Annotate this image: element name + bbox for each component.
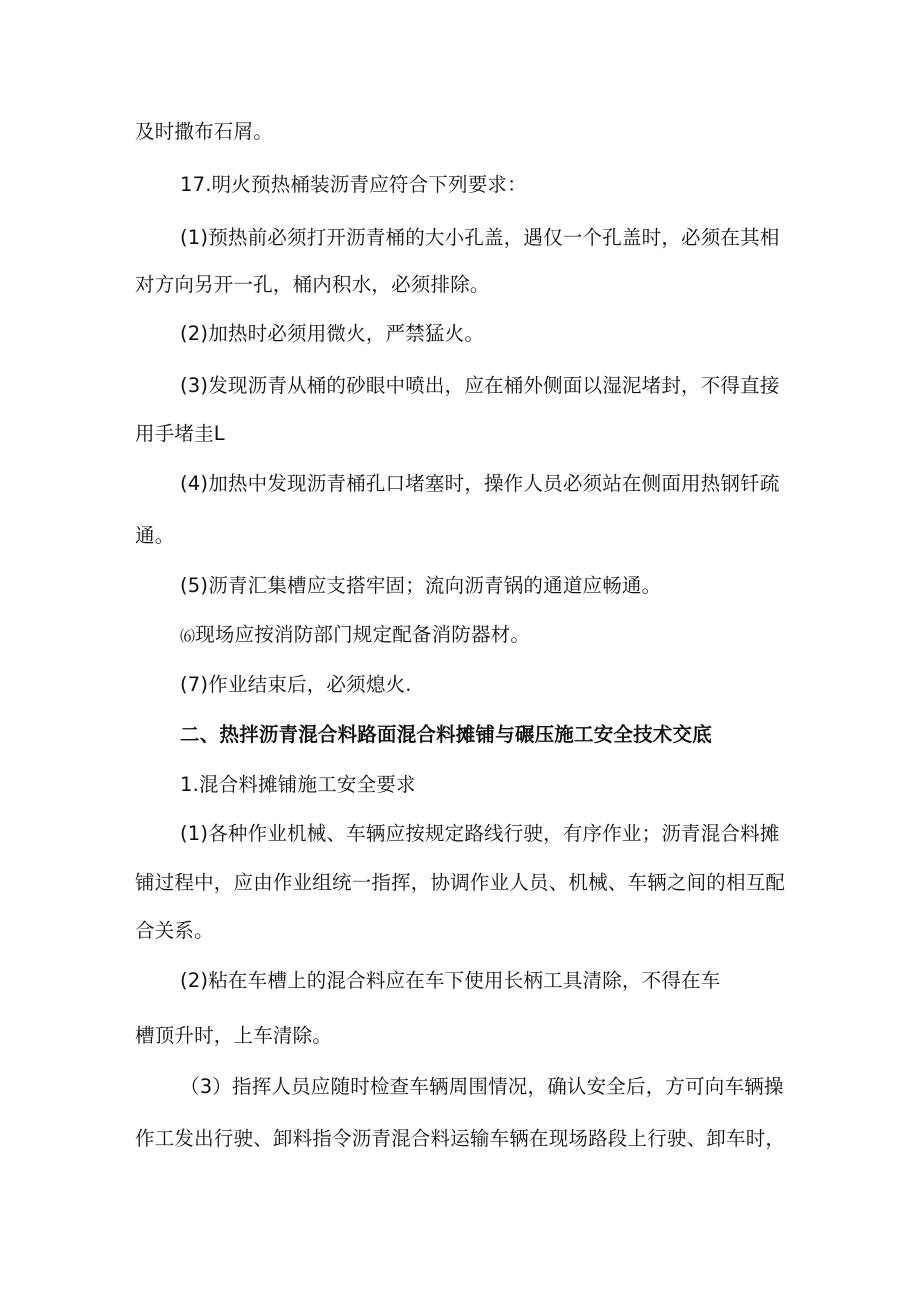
text-line: (2)加热时必须用微火，严禁猛火。 — [180, 322, 485, 345]
text-line: (4)加热中发现沥青桶孔口堵塞时，操作人员必须站在侧面用热钢钎疏 — [180, 472, 780, 495]
text-line: 及时撒布石屑。 — [135, 120, 273, 143]
text-line-item-6 — [180, 621, 530, 650]
text-line: (3)发现沥青从桶的砂眼中喷出，应在桶外侧面以湿泥堵封，不得直接 — [180, 374, 780, 397]
item-6-marker: ⑹ — [180, 627, 196, 645]
text-line: 合关系。 — [135, 919, 214, 942]
text-line: （3）指挥人员应随时检查车辆周围情况，确认安全后，方可向车辆操 — [180, 1075, 784, 1098]
text-line: (1)预热前必须打开沥青桶的大小孔盖，遇仅一个孔盖时，必须在其相 — [180, 226, 780, 249]
text-line: (5)沥青汇集槽应支搭牢固；流向沥青锅的通道应畅通。 — [180, 574, 662, 597]
item-6-text: 现场应按消防部门规定配备消防器材。 — [195, 623, 531, 646]
text-line: 作工发出行驶、卸料指令沥青混合料运输车辆在现场路段上行驶、卸车时， — [135, 1127, 786, 1150]
text-line: (2)粘在车槽上的混合料应在车下使用长柄工具清除，不得在车 — [180, 969, 721, 992]
text-line: 对方向另开一孔，桶内积水，必须排除。 — [135, 273, 490, 296]
text-line: 17.明火预热桶装沥青应符合下列要求： — [180, 173, 527, 196]
text-line: (7)作业结束后，必须熄火. — [180, 673, 412, 696]
section-heading: 二、热拌沥青混合料路面混合料摊铺与碾压施工安全技术交底 — [180, 723, 712, 746]
text-line: 槽顶升时，上车清除。 — [135, 1024, 333, 1047]
subsection-heading: 1.混合料摊铺施工安全要求 — [180, 773, 416, 796]
text-line: (1)各种作业机械、车辆应按规定路线行驶，有序作业；沥青混合料摊 — [180, 822, 780, 845]
text-line: 通。 — [135, 524, 175, 547]
text-line: 用手堵圭L — [135, 422, 225, 445]
text-line: 铺过程中，应由作业组统一指挥，协调作业人员、机械、车辆之间的相互配 — [135, 871, 786, 894]
